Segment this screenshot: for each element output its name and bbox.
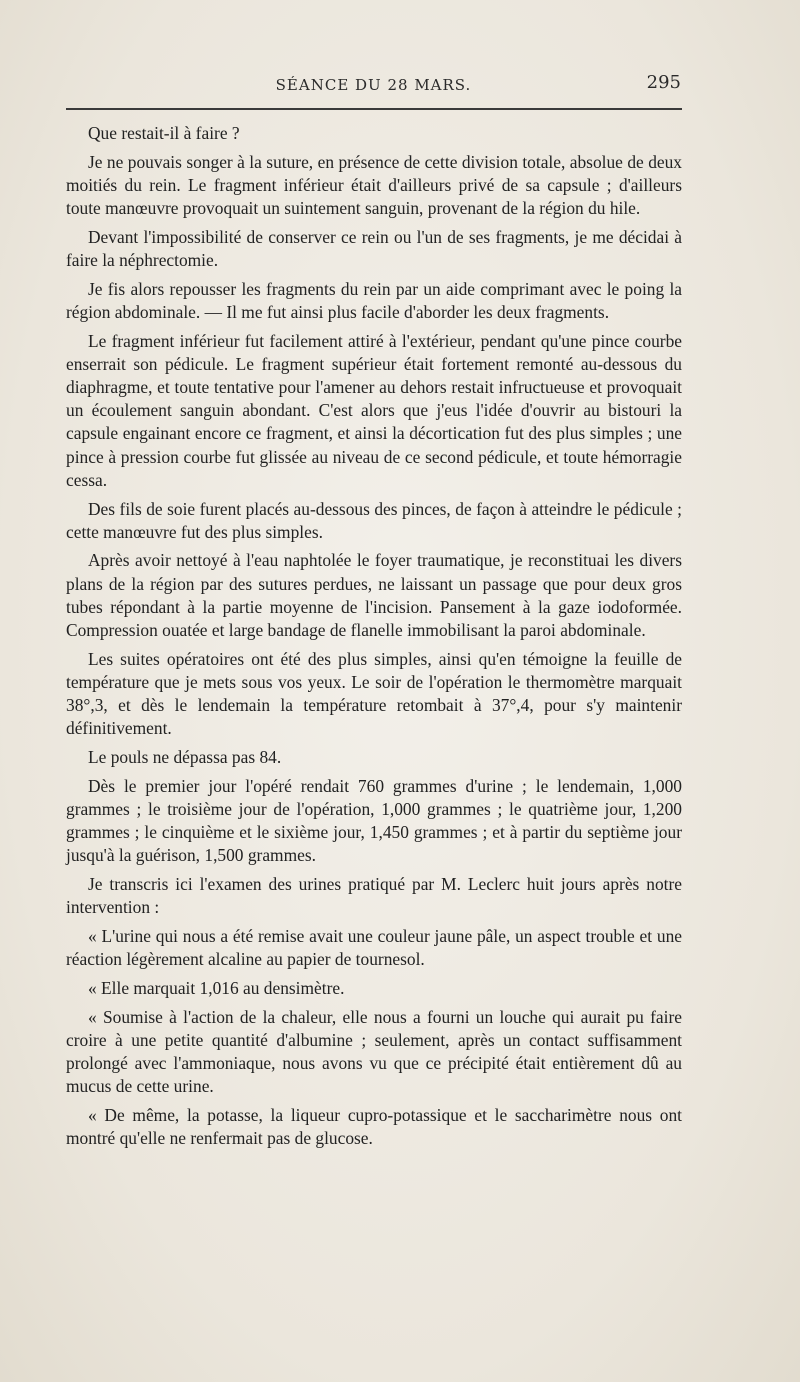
paragraph: Les suites opératoires ont été des plus simples, ainsi qu'en témoigne la feuille de température que je mets sous vos yeux. Le soir de l'opération le thermomètre marquait 38°,3, et dès le lendemain la température retombait à 37°,4, pour s'y maintenir définitivement. <box>66 648 682 739</box>
page-header <box>66 70 681 104</box>
paragraph: Que restait-il à faire ? <box>88 123 240 143</box>
header-rule <box>66 108 682 110</box>
paragraph: « De même, la potasse, la liqueur cupro-potassique et le saccharimètre nous ont montré qu'elle ne renfermait pas de glucose. <box>66 1104 682 1149</box>
page-number: 295 <box>646 72 681 93</box>
paragraph: « Soumise à l'action de la chaleur, elle nous a fourni un louche qui aurait pu faire croire à une petite quantité d'albumine ; seulement, après un contact suffisamment prolongé avec l'ammoniaque, nous avons vu que ce précipité était entièrement dû au mucus de cette urine. <box>66 1006 682 1097</box>
paragraph: Le pouls ne dépassa pas 84. <box>88 747 282 768</box>
paragraph: Je ne pouvais songer à la suture, en présence de cette division totale, absolue de deux moitiés du rein. Le fragment inférieur était d'ailleurs privé de sa capsule ; d'ailleurs toute manœuvre provoquait un suintement sanguin, provenant de la région du hile. <box>66 151 682 219</box>
running-title: SÉANCE DU 28 MARS. <box>275 76 472 94</box>
paragraph: Devant l'impossibilité de conserver ce rein ou l'un de ses fragments, je me décidai à faire la néphrectomie. <box>66 226 682 271</box>
paragraph: Après avoir nettoyé à l'eau naphtolée le foyer traumatique, je reconstituai les divers plans de la région par des sutures perdues, ne laissant un passage que pour deux gros tubes répondant à la partie moyenne de l'incision. Pansement à la gaze iodoformée. Compression ouatée et large bandage de flanelle immobilisant la paroi abdominale. <box>66 550 682 641</box>
paragraph: « Elle marquait 1,016 au densimètre. <box>88 977 345 998</box>
paragraph: « L'urine qui nous a été remise avait une couleur jaune pâle, un aspect trouble et une réaction légèrement alcaline au papier de tournesol. <box>66 926 682 970</box>
paragraph: Je fis alors repousser les fragments du rein par un aide comprimant avec le poing la région abdominale. — Il me fut ainsi plus facile d'aborder les deux fragments. <box>66 278 682 322</box>
body-text <box>66 122 682 1156</box>
paragraph: Je transcris ici l'examen des urines pratiqué par M. Leclerc huit jours après notre intervention : <box>66 874 682 918</box>
paragraph: Le fragment inférieur fut facilement attiré à l'extérieur, pendant qu'une pince courbe enserrait son pédicule. Le fragment supérieur était fortement remonté au-dessous du diaphragme, et toute tentative pour l'amener au dehors restait infructueuse et provoquait un écoulement sanguin abondant. C'est alors que j'eus l'idée d'ouvrir au bistouri la capsule engainant encore ce fragment, et ainsi la décortication fut des plus simples ; une pince à pression courbe fut glissée au niveau de ce second pédicule, et toute hémorragie cessa. <box>66 330 682 490</box>
paragraph: Des fils de soie furent placés au-dessous des pinces, de façon à atteindre le pédicule ; cette manœuvre fut des plus simples. <box>66 498 682 542</box>
paragraph: Dès le premier jour l'opéré rendait 760 grammes d'urine ; le lendemain, 1,000 grammes ; le troisième jour de l'opération, 1,000 grammes ; le quatrième jour, 1,200 grammes ; le cinquième et le sixième jour, 1,450 grammes ; et à partir du septième jour jusqu'à la guérison, 1,500 grammes. <box>66 775 682 866</box>
